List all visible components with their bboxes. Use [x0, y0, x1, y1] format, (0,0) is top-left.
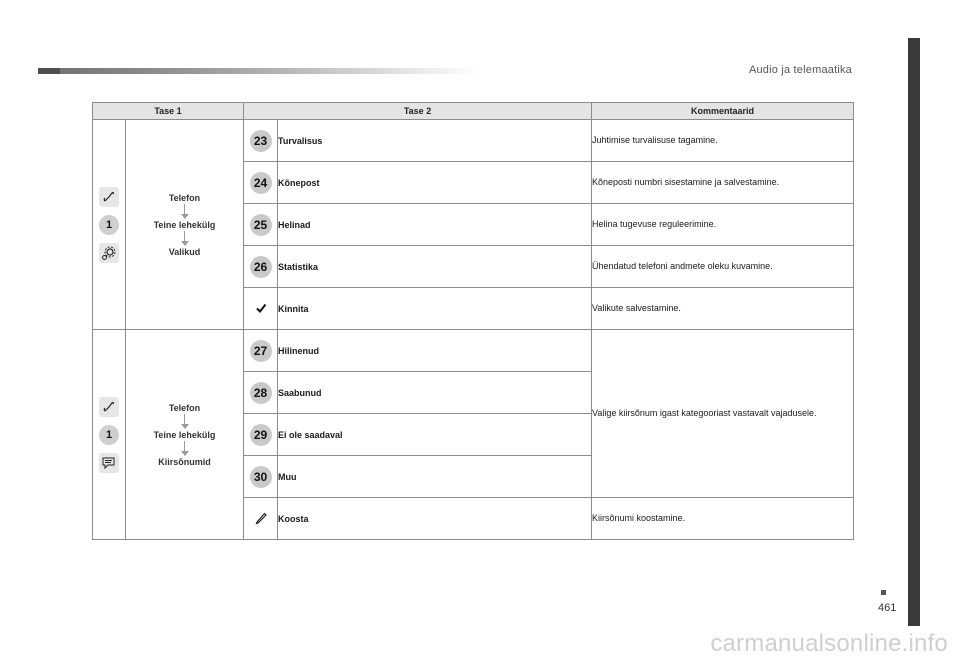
page-number: 461	[878, 602, 897, 614]
step-badge: 27	[250, 340, 272, 362]
section-title: Audio ja telemaatika	[748, 64, 852, 76]
table-row	[93, 120, 854, 162]
flow-arrow-head	[181, 241, 189, 246]
flow-step: Teine lehekülg	[153, 219, 216, 230]
watermark: carmanualsonline.info	[710, 630, 948, 657]
level1-badge: 1	[99, 215, 119, 235]
flow-arrow-head	[181, 214, 189, 219]
header-level2: Tase 2	[244, 103, 592, 120]
step-badge: 29	[250, 424, 272, 446]
phone-icon	[99, 397, 119, 417]
table-header-row	[93, 103, 854, 120]
group1-icons	[93, 120, 126, 330]
flow-step: Teine lehekülg	[153, 429, 216, 440]
group1-flow	[126, 120, 244, 330]
level2-label: Helinad	[278, 204, 592, 246]
comment-cell: Ühendatud telefoni andmete oleku kuvamine.	[592, 246, 854, 288]
level2-label: Kõnepost	[278, 162, 592, 204]
flow-arrow-head	[181, 424, 189, 429]
comment-cell: Kiirsõnumi koostamine.	[592, 498, 854, 540]
step-badge: 28	[250, 382, 272, 404]
flow-arrow-line	[184, 414, 185, 424]
level2-label: Ei ole saadaval	[278, 414, 592, 456]
header-gradient-bar	[38, 68, 478, 74]
level2-label: Hilinenud	[278, 330, 592, 372]
comment-cell: Valige kiirsõnum igast kategooriast vastavalt vajadusele.	[592, 330, 854, 498]
flow-step: Kiirsõnumid	[158, 456, 211, 467]
flow-step: Valikud	[168, 246, 201, 257]
header-level1: Tase 1	[93, 103, 244, 120]
level2-label: Statistika	[278, 246, 592, 288]
flow-arrow-line	[184, 204, 185, 214]
comment-cell: Helina tugevuse reguleerimine.	[592, 204, 854, 246]
comment-cell: Kõneposti numbri sisestamine ja salvestamine.	[592, 162, 854, 204]
group2-flow	[126, 330, 244, 540]
flow-arrow-line	[184, 231, 185, 241]
flow-arrow-head	[181, 451, 189, 456]
quick-message-icon	[99, 453, 119, 473]
settings-table	[92, 102, 854, 540]
phone-icon	[99, 187, 119, 207]
level2-label: Kinnita	[278, 288, 592, 330]
settings-icon	[99, 243, 119, 263]
flow-step: Telefon	[168, 402, 201, 413]
step-badge: 23	[250, 130, 272, 152]
step-badge: 26	[250, 256, 272, 278]
flow-step: Telefon	[168, 192, 201, 203]
level2-label: Turvalisus	[278, 120, 592, 162]
flow-arrow-line	[184, 441, 185, 451]
step-badge: 25	[250, 214, 272, 236]
table-row	[93, 330, 854, 372]
comment-cell: Juhtimise turvalisuse tagamine.	[592, 120, 854, 162]
level2-label: Koosta	[278, 498, 592, 540]
pencil-icon	[254, 517, 268, 527]
page-marker	[881, 590, 886, 595]
header-comments: Kommentaarid	[592, 103, 854, 120]
step-badge: 30	[250, 466, 272, 488]
level1-badge: 1	[99, 425, 119, 445]
checkmark-icon	[255, 306, 267, 316]
group2-icons	[93, 330, 126, 540]
step-badge: 24	[250, 172, 272, 194]
page-side-strip	[908, 38, 920, 626]
level2-label: Muu	[278, 456, 592, 498]
level2-label: Saabunud	[278, 372, 592, 414]
comment-cell: Valikute salvestamine.	[592, 288, 854, 330]
